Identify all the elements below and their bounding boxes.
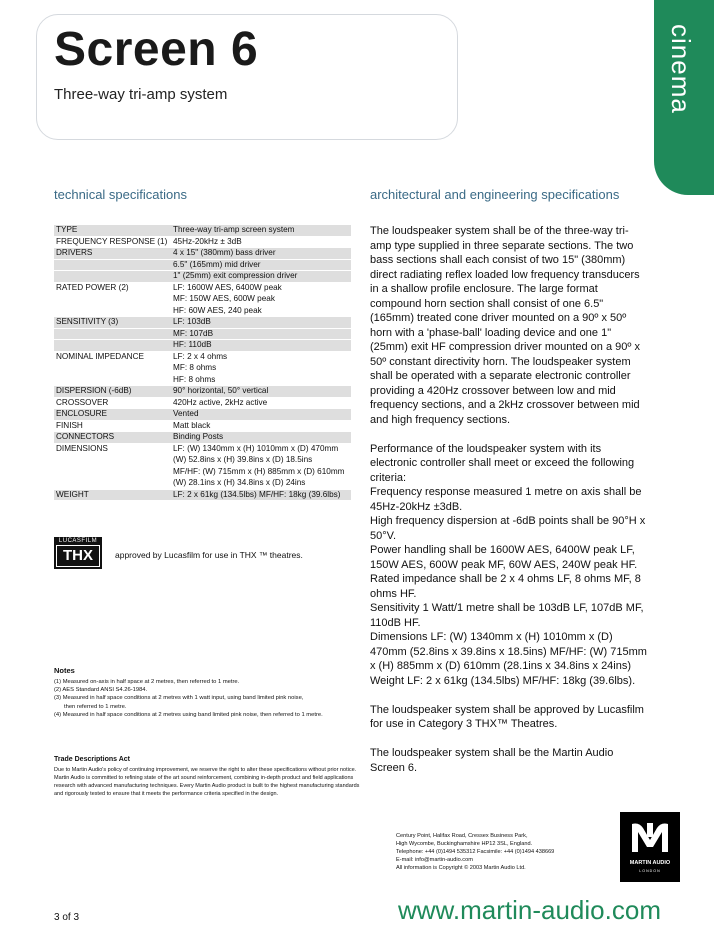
- martin-audio-logo: [620, 812, 680, 882]
- spec-row: [54, 490, 351, 502]
- spec-value: Three-way tri-amp screen system: [173, 225, 295, 234]
- trade-line: Martin Audio is committed to refining state of the art sound reinforcement, combining in-depth product and field applications: [54, 775, 354, 781]
- spec-key: [54, 467, 173, 478]
- spec-row: [54, 225, 351, 237]
- note-item: (2) AES Standard ANSI S4.26-1984.: [54, 687, 148, 694]
- spec-value: 420Hz active, 2kHz active: [173, 397, 268, 407]
- spec-key: [54, 306, 173, 317]
- spec-key: [54, 329, 173, 340]
- logo-brand-sub: LONDON: [639, 869, 661, 873]
- spec-key: TYPE: [56, 225, 78, 234]
- spec-key: CONNECTORS: [56, 432, 115, 441]
- trade-line: research with advanced manufacturing techniques. Every Martin Audio product is built to the highest manufacturing standards: [54, 783, 360, 789]
- spec-key: DIMENSIONS: [56, 443, 108, 453]
- spec-value: (W) 52.8ins x (H) 39.8ins x (D) 18.5ins: [173, 455, 313, 464]
- spec-value: Matt black: [173, 420, 211, 430]
- spec-key: [54, 271, 173, 282]
- martin-audio-mark-icon: [629, 820, 671, 854]
- spec-key: WEIGHT: [56, 489, 89, 499]
- spec-row: [54, 375, 351, 387]
- spec-value: LF: 2 x 61kg (134.5lbs) MF/HF: 18kg (39.6lbs): [173, 489, 341, 499]
- arch-criterion: Rated impedance shall be 2 x 4 ohms LF, 8 ohms MF, 8 ohms HF.: [370, 573, 641, 600]
- spec-value: 4 x 15" (380mm) bass driver: [173, 248, 276, 257]
- spec-key: DISPERSION (-6dB): [56, 386, 132, 395]
- spec-value: 45Hz-20kHz ± 3dB: [173, 236, 242, 246]
- spec-row: [54, 409, 351, 421]
- spec-key: [54, 455, 173, 466]
- spec-value: HF: 8 ohms: [173, 374, 216, 384]
- trade-act-heading: Trade Descriptions Act: [54, 756, 130, 763]
- spec-row: [54, 329, 351, 341]
- note-item: then referred to 1 metre.: [64, 703, 127, 710]
- spec-value: LF: 1600W AES, 6400W peak: [173, 282, 282, 292]
- arch-criterion: Power handling shall be 1600W AES, 6400W peak LF, 150W AES, 600W peak MF, 60W AES, 240W peak HF.: [370, 544, 638, 571]
- spec-value: LF: 103dB: [173, 317, 211, 326]
- arch-criterion: Weight LF: 2 x 61kg (134.5lbs) MF/HF: 18kg (39.6lbs).: [370, 674, 636, 687]
- spec-key: ENCLOSURE: [56, 409, 107, 418]
- arch-paragraph: The loudspeaker system shall be of the three-way tri-amp type supplied in three separate sections. The two bass sections shall each consist of two 15" (380mm) direct radiating reflex loaded low frequency transducers in a shallow profile enclosure. The large format compound horn section shall consist of one 6.5" (165mm) treated cone driver mounted on a 90º x 50º horn with a 'phase-ball' loading device and one 1" (25mm) exit HF compression driver mounted on a 90º x 50º constant directivity horn. The loudspeaker system shall be operated with a separate electronic controller providing a 420Hz crossover between low and mid frequency sections, and a 2kHz crossover between mid and high frequency sections.: [370, 225, 640, 426]
- arch-criterion: High frequency dispersion at -6dB points shall be 90°H x 50°V.: [370, 515, 646, 542]
- spec-row: [54, 237, 351, 249]
- note-item: (1) Measured on-axis in half space at 2 metres, then referred to 1 metre.: [54, 679, 240, 685]
- spec-row: [54, 294, 351, 306]
- spec-value: Binding Posts: [173, 432, 224, 441]
- spec-row: [54, 248, 351, 260]
- spec-key: SENSITIVITY (3): [56, 317, 119, 326]
- notes-heading: Notes: [54, 666, 75, 675]
- architectural-spec-heading: architectural and engineering specifications: [370, 187, 620, 202]
- spec-value: LF: 2 x 4 ohms: [173, 351, 228, 361]
- spec-row: [54, 444, 351, 456]
- spec-value: MF: 107dB: [173, 328, 214, 338]
- spec-value: 1" (25mm) exit compression driver: [173, 271, 298, 280]
- notes-list: [54, 678, 359, 719]
- spec-row: [54, 386, 351, 398]
- spec-value: 6.5" (165mm) mid driver: [173, 259, 261, 269]
- spec-row: [54, 352, 351, 364]
- spec-row: [54, 283, 351, 295]
- trade-act-text: [54, 766, 369, 798]
- spec-row: [54, 363, 351, 375]
- address-line: Telephone: +44 (0)1494 535312 Facsimile: +44 (0)1494 438669: [396, 849, 555, 855]
- spec-value: (W) 28.1ins x (H) 34.8ins x (D) 24ins: [173, 478, 306, 487]
- spec-row: [54, 260, 351, 272]
- arch-criterion: Frequency response measured 1 metre on axis shall be 45Hz-20kHz ±3dB.: [370, 486, 642, 513]
- spec-key: CROSSOVER: [56, 397, 109, 407]
- arch-criterion: Sensitivity 1 Watt/1 metre shall be 103dB LF, 107dB MF, 110dB HF.: [370, 602, 644, 629]
- spec-row: [54, 340, 351, 352]
- spec-row: [54, 478, 351, 490]
- spec-row: [54, 432, 351, 444]
- arch-criterion: Dimensions LF: (W) 1340mm x (H) 1010mm x (D) 470mm (52.8ins x 39.8ins x 18.5ins) MF/HF: (W) 715mm x (H) 885mm x (D) 610mm (28.1ins x 34.8ins x 24ins): [370, 631, 647, 672]
- thx-logo-main-text: THX: [56, 545, 100, 567]
- page-number: 3 of 3: [54, 912, 80, 923]
- architectural-spec-text: [370, 224, 650, 790]
- spec-key: NOMINAL IMPEDANCE: [56, 351, 144, 361]
- address-line: High Wycombe, Buckinghamshire HP12 3SL, England.: [396, 841, 533, 847]
- page-title: Screen 6: [54, 23, 259, 76]
- spec-row: [54, 317, 351, 329]
- spec-row: [54, 271, 351, 283]
- spec-row: [54, 398, 351, 410]
- spec-key: [54, 294, 173, 305]
- spec-value: Vented: [173, 409, 199, 418]
- spec-key: [54, 340, 173, 351]
- spec-row: [54, 421, 351, 433]
- website-url: www.martin-audio.com: [398, 895, 661, 925]
- spec-table: [54, 225, 351, 501]
- trade-line: Due to Martin Audio's policy of continuing improvement, we reserve the right to alter these specifications without prior notice.: [54, 767, 357, 773]
- address-line: E-mail: info@martin-audio.com: [396, 857, 473, 863]
- spec-value: LF: (W) 1340mm x (H) 1010mm x (D) 470mm: [173, 443, 339, 453]
- spec-row: [54, 467, 351, 479]
- note-item: (4) Measured in half space conditions at 2 metres using band limited pink noise, then referred to 1 metre.: [54, 711, 323, 718]
- spec-key: FINISH: [56, 420, 83, 430]
- spec-value: MF: 8 ohms: [173, 363, 217, 372]
- address-line: Century Point, Halifax Road, Cressex Business Park,: [396, 833, 528, 839]
- spec-value: MF/HF: (W) 715mm x (H) 885mm x (D) 610mm: [173, 466, 345, 476]
- technical-spec-heading: technical specifications: [54, 187, 187, 202]
- spec-key: RATED POWER (2): [56, 282, 129, 292]
- spec-key: [54, 478, 173, 489]
- thx-logo: [54, 537, 102, 569]
- address-line: All information is Copyright © 2003 Martin Audio Ltd.: [396, 865, 526, 871]
- thx-approval-text: approved by Lucasfilm for use in THX ™ theatres.: [115, 550, 303, 560]
- arch-paragraph: The loudspeaker system shall be the Martin Audio Screen 6.: [370, 747, 614, 774]
- spec-key: [54, 363, 173, 374]
- spec-key: [54, 375, 173, 386]
- spec-value: HF: 110dB: [173, 340, 212, 349]
- category-tab-label: cinema: [666, 24, 696, 114]
- spec-row: [54, 306, 351, 318]
- spec-key: FREQUENCY RESPONSE (1): [56, 236, 168, 246]
- page-subtitle: Three-way tri-amp system: [54, 86, 228, 103]
- spec-key: DRIVERS: [56, 248, 93, 257]
- spec-key: [54, 260, 173, 271]
- spec-value: 90° horizontal, 50° vertical: [173, 386, 269, 395]
- company-address: [396, 832, 596, 872]
- thx-logo-top-text: LUCASFILM: [58, 538, 98, 544]
- trade-line: and rigorously tested to ensure that it meets the performance criteria specified in the design.: [54, 791, 279, 797]
- arch-criteria-block: [370, 442, 650, 689]
- arch-paragraph: The loudspeaker system shall be approved by Lucasfilm for use in Category 3 THX™ Theatres.: [370, 703, 644, 730]
- spec-row: [54, 455, 351, 467]
- spec-value: HF: 60W AES, 240 peak: [173, 305, 262, 315]
- note-item: (3) Measured in half space conditions at 2 metres with 1 watt input, using band limited pink noise,: [54, 695, 304, 702]
- spec-value: MF: 150W AES, 600W peak: [173, 294, 275, 303]
- logo-brand-text: MARTIN AUDIO: [629, 860, 671, 866]
- arch-criteria-intro: Performance of the loudspeaker system with its electronic controller shall meet or exceed the following criteria:: [370, 442, 635, 484]
